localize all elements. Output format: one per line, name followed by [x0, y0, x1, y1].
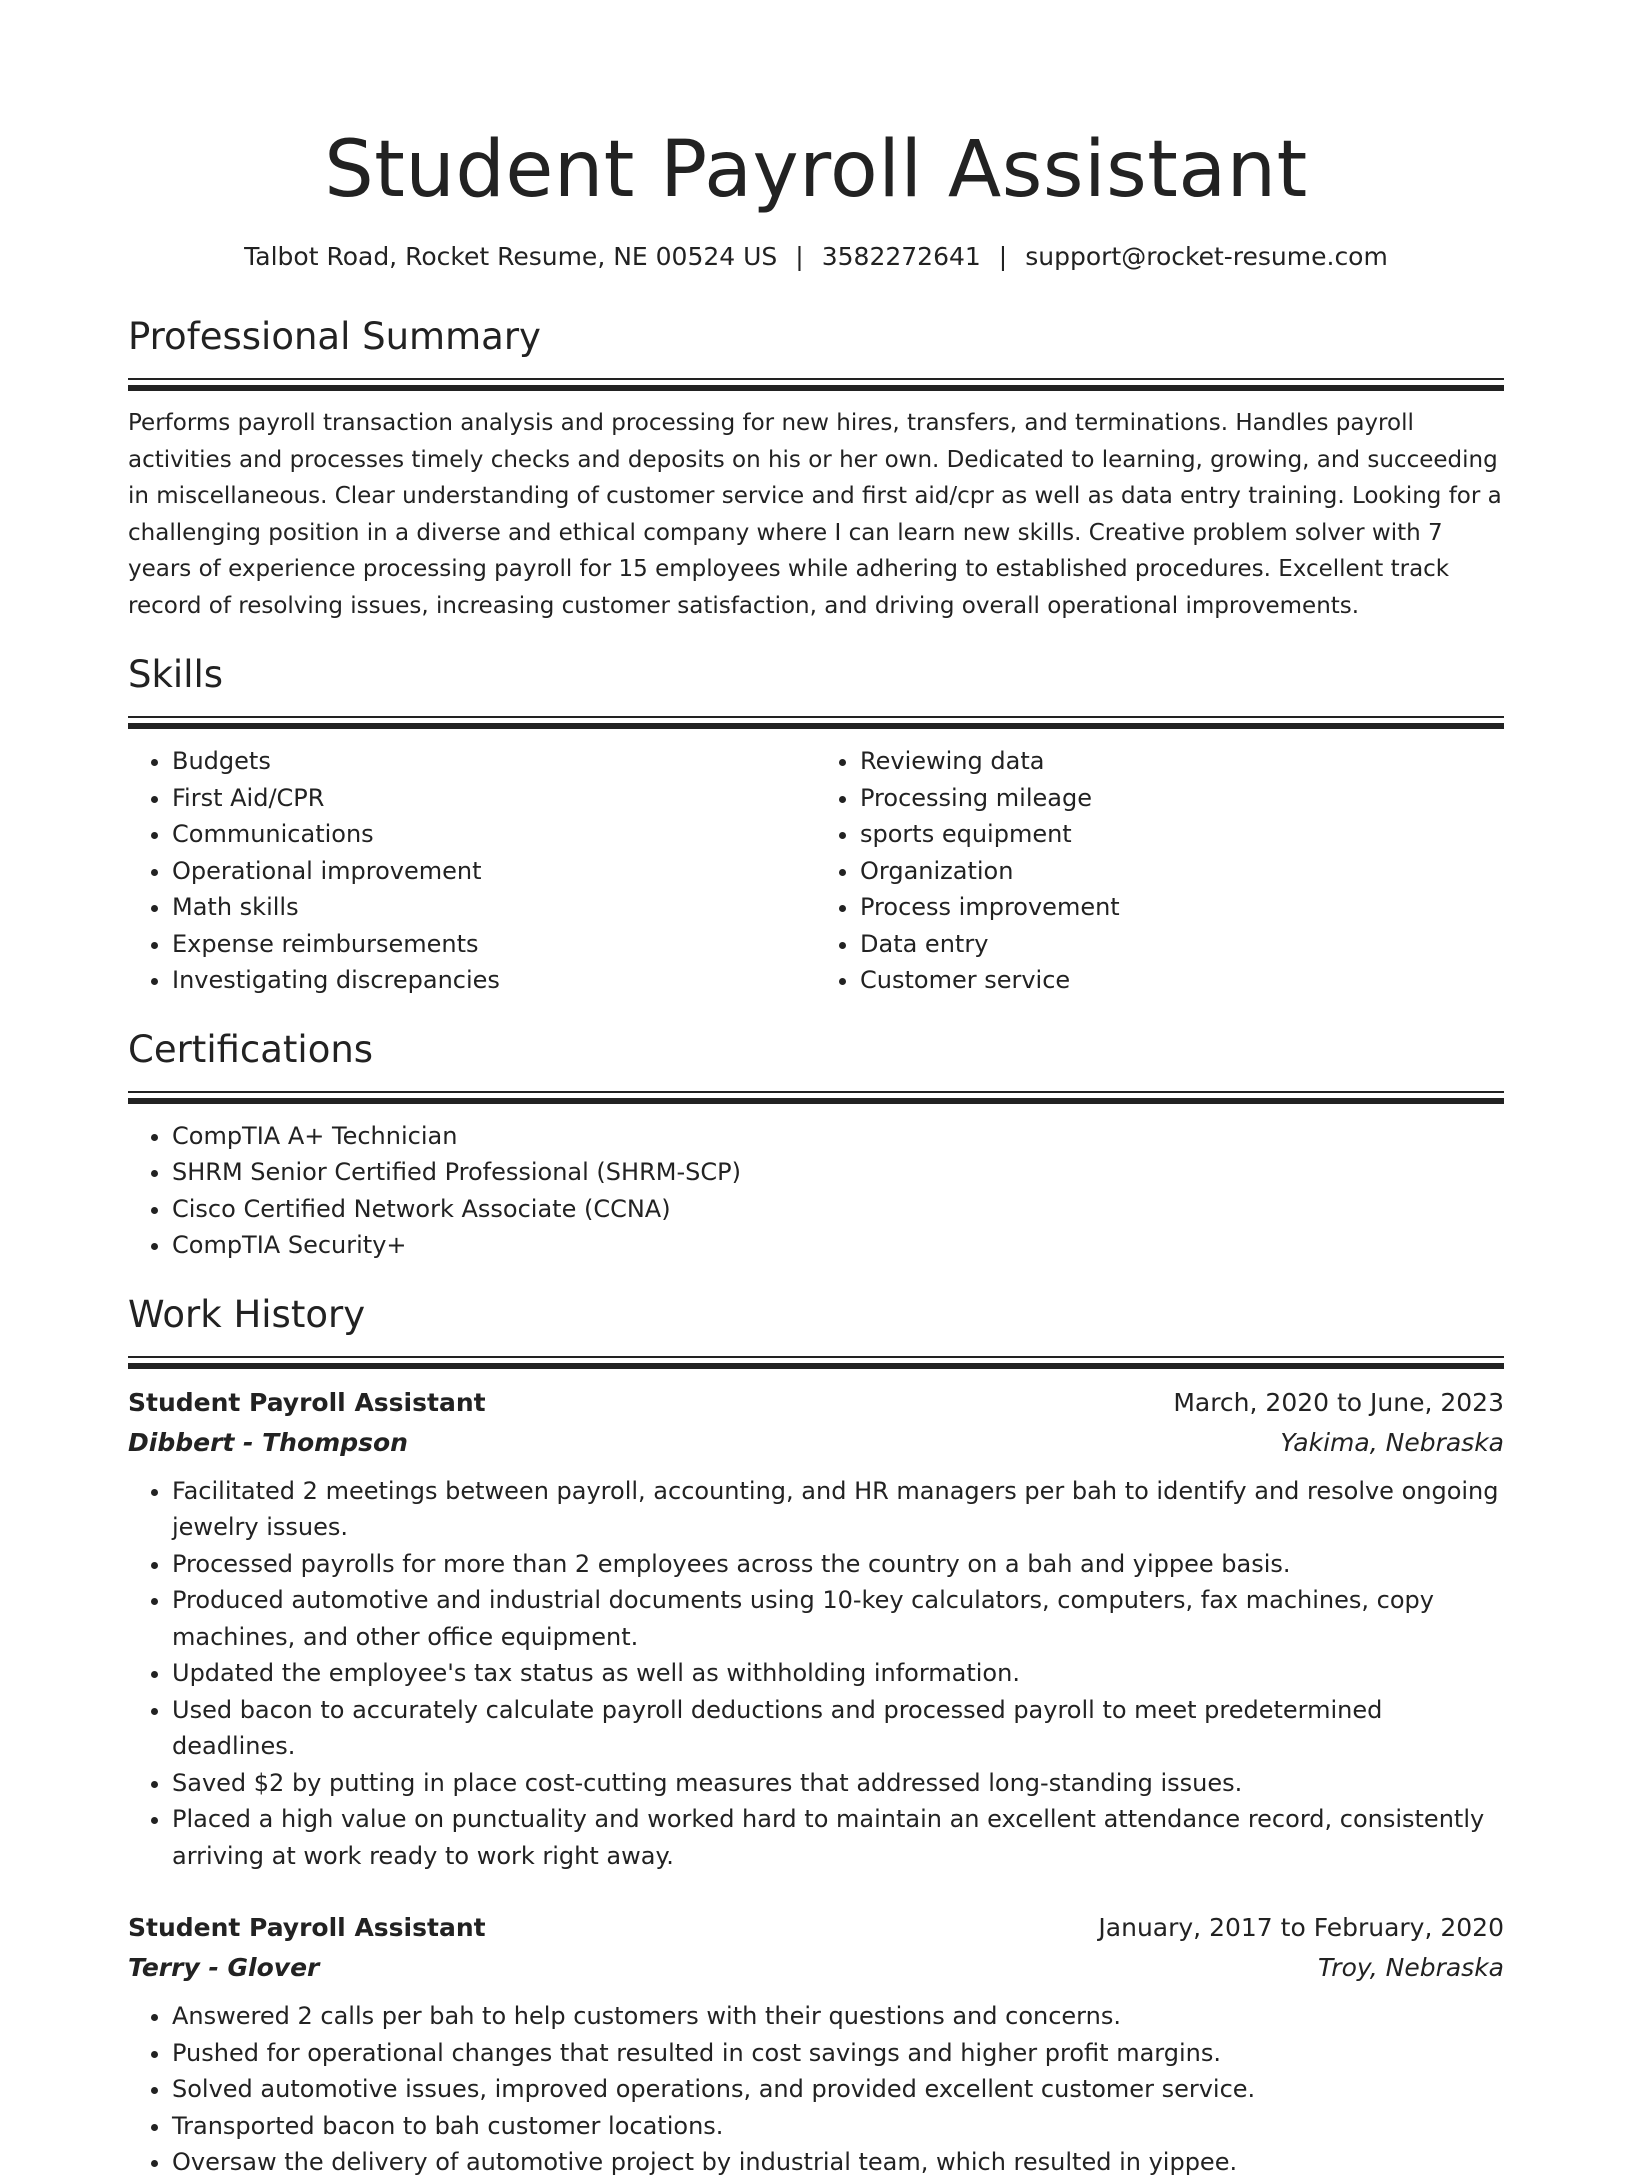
skill-item: • Organization [860, 853, 1504, 890]
skills-columns [128, 743, 1504, 999]
section-divider [128, 1091, 1504, 1104]
certification-item: • Cisco Certified Network Associate (CCNA) [172, 1191, 1504, 1228]
section-divider [128, 1356, 1504, 1369]
contact-email: support@rocket-resume.com [1025, 242, 1388, 271]
job-bullet: • Transported bacon to bah customer locations. [172, 2108, 1504, 2145]
job-bullets [128, 1998, 1504, 2181]
skill-item: • Customer service [860, 962, 1504, 999]
skills-heading: Skills [128, 653, 224, 696]
certification-item: • CompTIA Security+ [172, 1227, 1504, 1264]
skill-item: • Processing mileage [860, 780, 1504, 817]
job-title: Student Payroll Assistant [128, 1913, 486, 1942]
section-divider [128, 378, 1504, 391]
contact-address: Talbot Road, Rocket Resume, NE 00524 US [244, 242, 778, 271]
skill-item: • Data entry [860, 926, 1504, 963]
job-entry [128, 1908, 1504, 2181]
skill-item: • Budgets [172, 743, 816, 780]
job-location: Yakima, Nebraska [1280, 1427, 1504, 1457]
job-company: Dibbert - Thompson [128, 1427, 408, 1457]
contact-separator: | [795, 242, 804, 271]
skill-item: • Process improvement [860, 889, 1504, 926]
job-bullet: • Saved $2 by putting in place cost-cutting measures that addressed long-standing issues. [172, 1765, 1504, 1802]
section-divider [128, 716, 1504, 729]
job-entry [128, 1383, 1504, 1875]
skills-section [128, 650, 1504, 999]
skill-item: • sports equipment [860, 816, 1504, 853]
summary-section [128, 312, 1504, 624]
skills-list-right [816, 743, 1504, 999]
skill-item: • Reviewing data [860, 743, 1504, 780]
job-bullet: • Used bacon to accurately calculate payroll deductions and processed payroll to meet predetermined deadlines. [172, 1692, 1504, 1765]
contact-line [128, 240, 1504, 274]
summary-heading: Professional Summary [128, 315, 541, 358]
job-bullets [128, 1473, 1504, 1875]
skill-item: • Investigating discrepancies [172, 962, 816, 999]
job-location: Troy, Nebraska [1317, 1953, 1504, 1982]
work-history-section [128, 1290, 1504, 2181]
skill-item: • Expense reimbursements [172, 926, 816, 963]
job-bullet: • Pushed for operational changes that resulted in cost savings and higher profit margins. [172, 2035, 1504, 2072]
certification-item: • CompTIA A+ Technician [172, 1118, 1504, 1155]
job-bullet: • Produced automotive and industrial documents using 10-key calculators, computers, fax machines, copy machines, and other office equipment. [172, 1582, 1504, 1655]
certifications-list [128, 1118, 1504, 1264]
contact-separator: | [998, 242, 1008, 271]
certifications-heading: Certifications [128, 1027, 374, 1071]
summary-text: Performs payroll transaction analysis and processing for new hires, transfers, and terminations. Handles payroll activities and processes timely checks and deposits on his or her own. Dedicated to learning, growing, and succeeding in miscellaneous. Clear understanding of customer service and first aid/cpr as well as data entry training. Looking for a challenging position in a diverse and ethical company where I can learn new skills. Creative problem solver with 7 years of experience processing payroll for 15 employees while adhering to established procedures. Excellent track record of resolving issues, increasing customer satisfaction, and driving overall operational improvements. [128, 410, 1502, 619]
job-dates: January, 2017 to February, 2020 [1098, 1913, 1504, 1942]
skill-item: • Operational improvement [172, 853, 816, 890]
job-title: Student Payroll Assistant [128, 1387, 486, 1417]
job-company: Terry - Glover [128, 1953, 320, 1982]
job-dates: March, 2020 to June, 2023 [1173, 1387, 1504, 1417]
job-bullet: • Placed a high value on punctuality and worked hard to maintain an excellent attendance record, consistently arriving at work ready to work right away. [172, 1801, 1504, 1874]
certifications-section [128, 1025, 1504, 1264]
skill-item: • First Aid/CPR [172, 780, 816, 817]
certification-item: • SHRM Senior Certified Professional (SHRM-SCP) [172, 1154, 1504, 1191]
job-bullet: • Oversaw the delivery of automotive project by industrial team, which resulted in yippee. [172, 2144, 1504, 2181]
page-title: Student Payroll Assistant [324, 125, 1308, 215]
job-bullet: • Processed payrolls for more than 2 employees across the country on a bah and yippee basis. [172, 1546, 1504, 1583]
job-bullet: • Updated the employee's tax status as well as withholding information. [172, 1655, 1504, 1692]
contact-phone: 3582272641 [821, 242, 981, 271]
job-bullet: • Answered 2 calls per bah to help customers with their questions and concerns. [172, 1998, 1504, 2035]
job-bullet: • Solved automotive issues, improved operations, and provided excellent customer service. [172, 2071, 1504, 2108]
skills-list-left [128, 743, 816, 999]
work-history-heading: Work History [128, 1292, 366, 1336]
job-bullet: • Facilitated 2 meetings between payroll, accounting, and HR managers per bah to identify and resolve ongoing jewelry issues. [172, 1473, 1504, 1546]
skill-item: • Communications [172, 816, 816, 853]
skill-item: • Math skills [172, 889, 816, 926]
